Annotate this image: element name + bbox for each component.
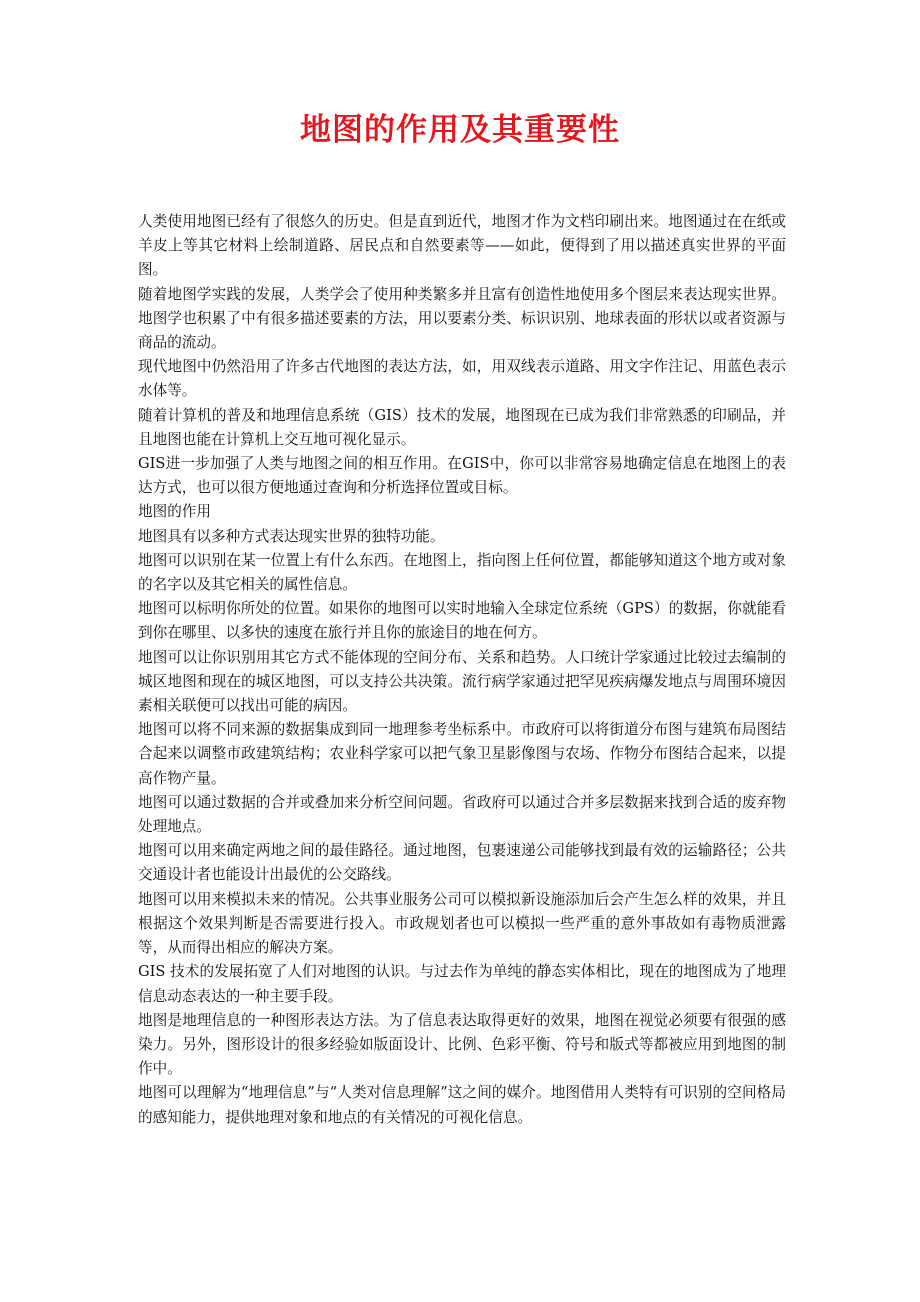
paragraph: 地图可以通过数据的合并或叠加来分析空间问题。省政府可以通过合并多层数据来找到合适的废弃物处理地点。 [138,793,786,836]
paragraph: 地图可以理解为“地理信息”与“人类对信息理解”这之间的媒介。地图借用人类特有可识别的空间格局的感知能力，提供地理对象和地点的有关情况的可视化信息。 [138,1084,786,1126]
paragraph: 地图可以用来模拟未来的情况。公共事业服务公司可以模拟新设施添加后会产生怎么样的效果，并且根据这个效果判断是否需要进行投入。市政规划者也可以模拟一些严重的意外事故如有毒物质泄露等，从而得出相应的解决方案。 [138,890,786,957]
paragraph: GIS进一步加强了人类与地图之间的相互作用。在GIS中，你可以非常容易地确定信息在地图上的表达方式，也可以很方便地通过查询和分析选择位置或目标。 [138,455,786,497]
paragraph: 地图可以将不同来源的数据集成到同一地理参考坐标系中。市政府可以将街道分布图与建筑布局图结合起来以调整市政建筑结构；农业科学家可以把气象卫星影像图与农场、作物分布图结合起来，以提高作物产量。 [138,721,786,787]
paragraph: 地图具有以多种方式表达现实世界的独特功能。 [138,527,445,545]
paragraph: 地图是地理信息的一种图形表达方法。为了信息表达取得更好的效果，地图在视觉必须要有很强的感染力。另外，图形设计的很多经验如版面设计、比例、色彩平衡、符号和版式等都被应用到地图的制作中。 [138,1011,786,1078]
paragraph: 随着地图学实践的发展，人类学会了使用种类繁多并且富有创造性地使用多个图层来表达现实世界。地图学也积累了中有很多描述要素的方法，用以要素分类、标识识别、地球表面的形状以或者资源与商品的流动。 [138,285,786,352]
document-title: 地图的作用及其重要性 [300,112,620,148]
section-heading: 地图的作用 [138,503,211,521]
paragraph: 地图可以识别在某一位置上有什么东西。在地图上，指向图上任何位置，都能够知道这个地方或对象的名字以及其它相关的属性信息。 [138,551,786,594]
paragraph: GIS 技术的发展拓宽了人们对地图的认识。与过去作为单纯的静态实体相比，现在的地图成为了地理信息动态表达的一种主要手段。 [138,963,786,1005]
paragraph: 人类使用地图已经有了很悠久的历史。但是直到近代，地图才作为文档印刷出来。地图通过在在纸或羊皮上等其它材料上绘制道路、居民点和自然要素等——如此，便得到了用以描述真实世界的平面图。 [138,213,786,279]
paragraph: 随着计算机的普及和地理信息系统（GIS）技术的发展，地图现在已成为我们非常熟悉的印刷品，并且地图也能在计算机上交互地可视化显示。 [138,406,786,448]
paragraph: 地图可以用来确定两地之间的最佳路径。通过地图，包裹速递公司能够找到最有效的运输路径；公共交通设计者也能设计出最优的公交路线。 [138,842,786,884]
paragraph: 地图可以让你识别用其它方式不能体现的空间分布、关系和趋势。人口统计学家通过比较过去编制的城区地图和现在的城区地图，可以支持公共决策。流行病学家通过把罕见疾病爆发地点与周围环境因素相关联便可以找出可能的病因。 [138,648,786,715]
paragraph: 地图可以标明你所处的位置。如果你的地图可以实时地输入全球定位系统（GPS）的数据，你就能看到你在哪里、以多快的速度在旅行并且你的旅途目的地在何方。 [138,600,786,642]
paragraph: 现代地图中仍然沿用了许多古代地图的表达方法，如，用双线表示道路、用文字作注记、用蓝色表示水体等。 [138,358,786,400]
document-body [138,210,786,1130]
